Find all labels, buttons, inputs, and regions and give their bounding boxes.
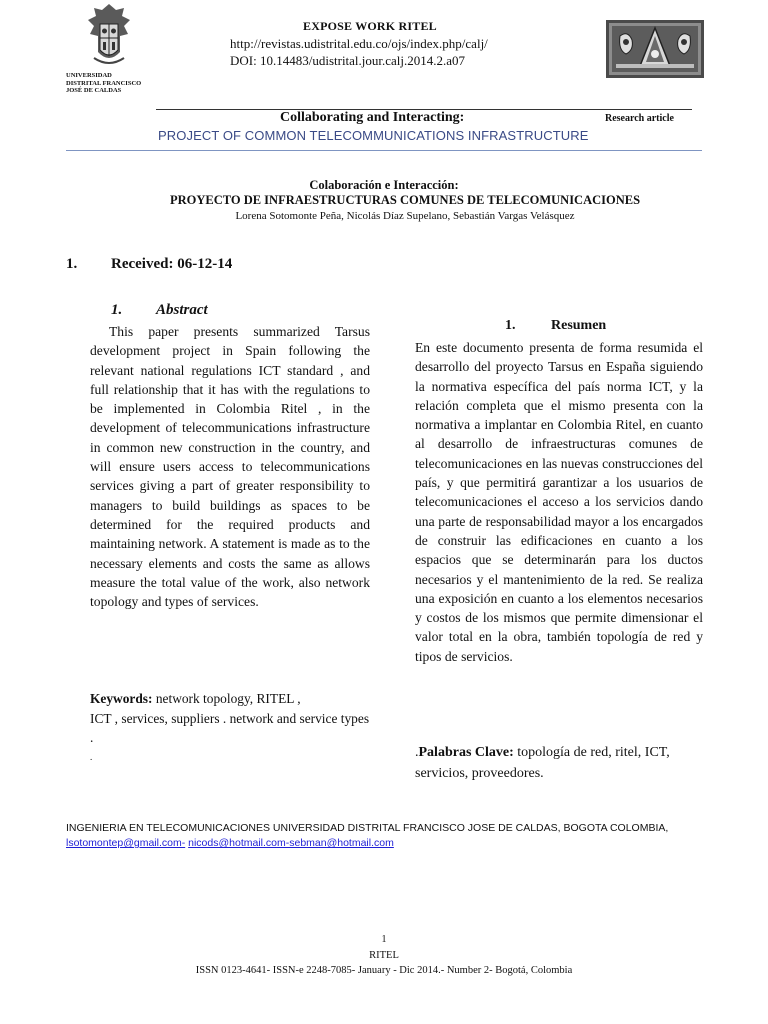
spanish-title-line-2: PROYECTO DE INFRAESTRUCTURAS COMUNES DE TELECOMUNICACIONES <box>169 193 641 207</box>
english-title-line-2: PROJECT OF COMMON TELECOMMUNICATIONS INFRASTRUCTURE <box>158 128 589 143</box>
resumen-body: En este documento presenta de forma resumida el desarrollo del proyecto Tarsus en España siguiendo la normativa específica del país norma ICT, y la relación completa que el mismo presenta con la normativa a implantar en Colombia Ritel, en cuanto al desarrollo de infraestructuras comunes de telecomunicaciones en las nuevas construcciones del país, y que permitirá garantizar a los usuarios de telecomunicaciones el acceso a los servicios dando una parte de responsabilidad mayor a los encargados de construir las edificaciones en cuanto a los espacios que se determinarán para los ductos necesarios y el mantenimiento de la red. Se realiza una exposición en cuanto a los elementos necesarios y costos de los mismos que permite dimensionar el valor total en la obra, también topología de red y tipos de servicios. <box>415 340 703 664</box>
keywords-text-continued: ICT , services, suppliers . network and service types . <box>90 710 370 745</box>
email-link-1[interactable]: lsotomontep@gmail.com- <box>66 837 186 849</box>
abstract-heading: Abstract <box>156 302 208 318</box>
email-link-2[interactable]: nicods@hotmail.com-sebman@hotmail.com <box>188 837 394 849</box>
keywords <box>90 689 370 748</box>
palabras-clave-text: topología de red, ritel, ICT, servicios, proveedores. <box>415 745 670 781</box>
journal-url[interactable]: http://revistas.udistrital.edu.co/ojs/index.php/calj/ <box>230 36 488 51</box>
issn-line: ISSN 0123-4641- ISSN-e 2248-7085- January - Dic 2014.- Number 2- Bogotá, Colombia <box>195 965 573 976</box>
resumen-heading: Resumen <box>551 318 607 333</box>
keywords-label: Keywords: <box>90 691 153 706</box>
journal-logo <box>606 20 704 78</box>
journal-header-title: EXPOSE WORK RITEL <box>303 19 437 33</box>
palabras-clave <box>415 742 715 784</box>
abstract-body: This paper presents summarized Tarsus development project in Spain following the relevant national regulations ICT standard , and full relationship that it has with the regulations to be implemented in Colombia Ritel , in the development of telecommunications infrastructure in common new construction in the country, and will ensure users access to telecommunications services giving a part of greater responsibility to managers to build buildings as spaces to be determined for the required products and maintaining network. A statement is made as to the necessary elements and costs the same as allows measure the total value of the work, also network topology and types of services. <box>90 324 370 610</box>
trailing-dot: . <box>90 752 93 762</box>
received-section-number: 1. <box>66 256 78 272</box>
university-name: UNIVERSIDAD DISTRITAL FRANCISCO JOSÉ DE CALDAS <box>66 72 142 94</box>
author-emails <box>66 837 394 849</box>
journal-name: RITEL <box>369 950 399 961</box>
palabras-clave-label: Palabras Clave: <box>418 745 514 760</box>
palabras-clave-prefix: . <box>415 745 419 760</box>
author-affiliation: INGENIERIA EN TELECOMUNICACIONES UNIVERSIDAD DISTRITAL FRANCISCO JOSE DE CALDAS, BOGOTA COLOMBIA, <box>66 822 669 834</box>
article-type-label: Research article <box>605 113 674 124</box>
received-date: Received: 06-12-14 <box>111 256 233 272</box>
resumen-section-number: 1. <box>505 318 516 333</box>
abstract-section-number: 1. <box>111 302 123 318</box>
page-number: 1 <box>381 934 387 945</box>
author-list: Lorena Sotomonte Peña, Nicolás Díaz Supelano, Sebastián Vargas Velásquez <box>235 210 575 222</box>
english-title-line-1: Collaborating and Interacting: <box>280 110 465 125</box>
spanish-title-line-1: Colaboración e Interacción: <box>309 178 459 192</box>
university-crest-logo <box>84 2 134 68</box>
doi: DOI: 10.14483/udistrital.jour.calj.2014.2.a07 <box>230 53 466 68</box>
title-divider <box>66 150 702 151</box>
keywords-text: network topology, RITEL , <box>152 691 301 706</box>
